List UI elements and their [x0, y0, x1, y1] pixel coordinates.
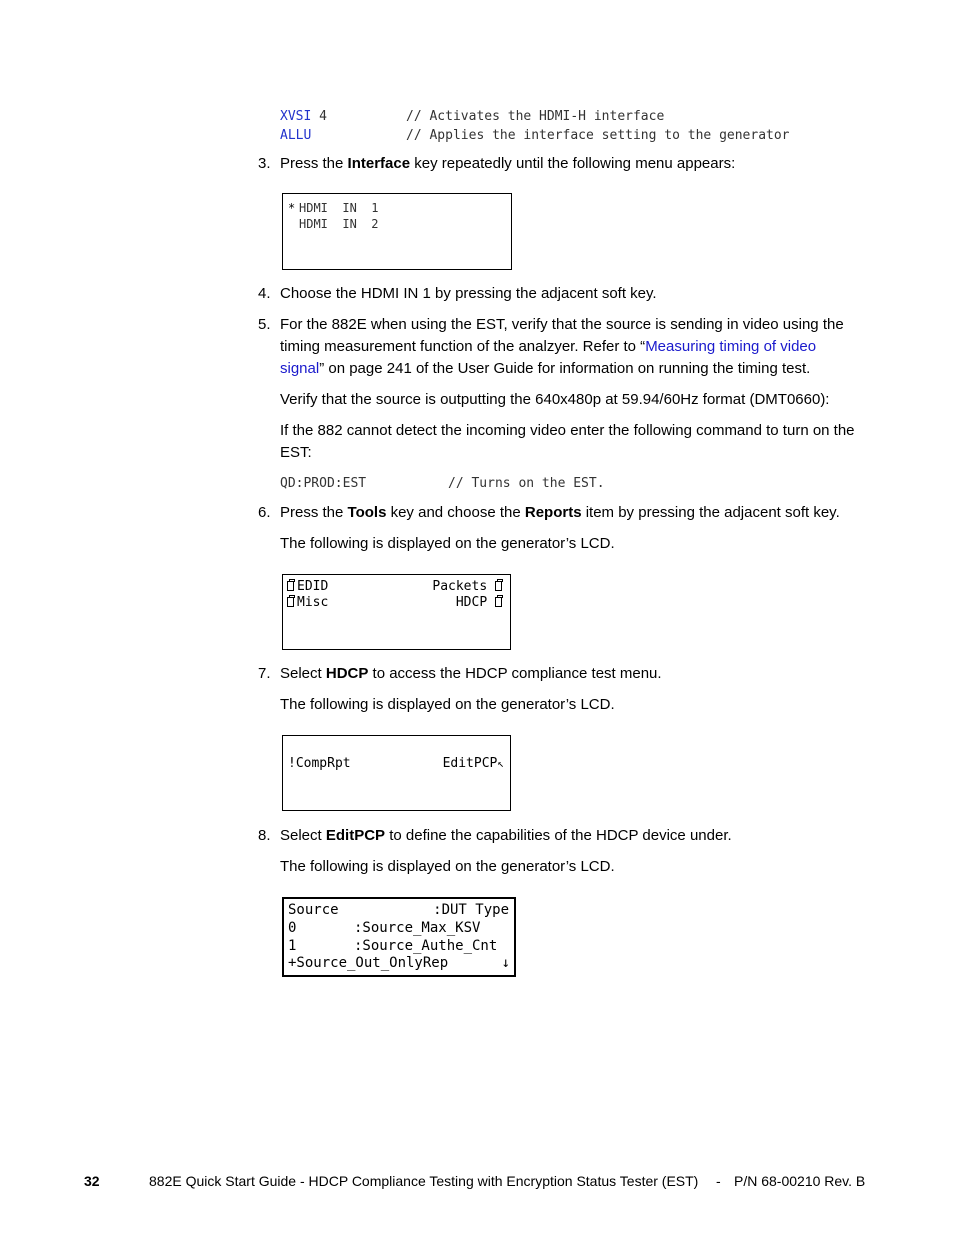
lcd-item-hdmi-in-2: HDMI IN 2: [299, 217, 379, 231]
reports-item: Reports: [524, 504, 582, 521]
lcd-caption: The following is displayed on the generator’s LCD.: [280, 696, 615, 713]
part-number: P/N 68-00210 Rev. B: [734, 1173, 866, 1189]
lcd-item-misc: Misc: [297, 595, 329, 610]
hdcp-key: HDCP: [325, 665, 369, 682]
command-allu: ALLU: [280, 128, 312, 143]
page-number: 32: [84, 1173, 100, 1189]
code-comment-est: // Turns on the EST.: [448, 476, 605, 491]
lcd-reports-menu: [282, 574, 511, 650]
if-paragraph: If the 882 cannot detect the incoming video enter the following command to turn on the EST:: [280, 422, 855, 461]
step-5: 5. For the 882E when using the EST, verify that the source is sending in video using the timing measurement function of the analzyer. Refer to “Measuring timing of video signal” on page 241 of the User Guide for information on running the timing test.: [258, 316, 844, 377]
lcd-item-editpcp: EditPCP: [442, 756, 498, 771]
selection-marker: *: [288, 201, 296, 215]
step-7: 7. Select HDCP to access the HDCP compliance test menu.: [258, 665, 662, 682]
footer-title: 882E Quick Start Guide - HDCP Compliance Testing with Encryption Status Tester (EST): [149, 1173, 699, 1189]
lcd-hdcp-menu: [282, 735, 511, 811]
command-arg: 4: [319, 109, 327, 124]
code-line-xvsi: [280, 109, 327, 124]
document-icon: [287, 597, 294, 607]
lcd-value-0: 0: [288, 920, 297, 936]
command-qd-prod-est: QD:PROD:EST: [280, 476, 367, 491]
lcd-source-label: Source: [288, 902, 339, 918]
code-comment-xvsi: // Activates the HDMI-H interface: [406, 109, 665, 124]
step-8: 8. Select EditPCP to define the capabilities of the HDCP device under.: [258, 827, 732, 844]
code-comment-allu: // Applies the interface setting to the generator: [406, 128, 790, 143]
step-6: 6. Press the Tools key and choose the Reports item by pressing the adjacent soft key.: [258, 504, 840, 521]
lcd-item-edid: EDID: [297, 579, 329, 594]
lcd-dut-type: :DUT Type: [433, 902, 509, 918]
lcd-item-comprpt: !CompRpt: [288, 756, 351, 771]
lcd-value-1: 1: [288, 938, 297, 954]
lcd-editpcp-menu: [282, 897, 516, 977]
lcd-source-max-ksv: :Source_Max_KSV: [354, 920, 481, 936]
verify-paragraph: Verify that the source is outputting the 640x480p at 59.94/60Hz format (DMT0660):: [280, 391, 830, 408]
command-xvsi: XVSI: [280, 109, 312, 124]
measuring-timing-link-cont[interactable]: signal: [280, 360, 320, 377]
document-icon: [495, 597, 502, 607]
step-4: 4. Choose the HDMI IN 1 by pressing the adjacent soft key.: [258, 285, 657, 302]
arrow-up-left-icon: ↖: [497, 757, 504, 770]
footer-separator: -: [716, 1173, 721, 1189]
lcd-caption: The following is displayed on the generator’s LCD.: [280, 858, 615, 875]
step-3: 3. Press the Interface key repeatedly until the following menu appears:: [258, 153, 868, 175]
lcd-caption: The following is displayed on the generator’s LCD.: [280, 535, 615, 552]
measuring-timing-link[interactable]: Measuring timing of video: [645, 338, 817, 355]
lcd-item-packets: Packets: [432, 579, 488, 594]
editpcp-key: EditPCP: [325, 827, 386, 844]
interface-key: Interface: [347, 155, 411, 172]
document-icon: [287, 581, 294, 591]
document-icon: [495, 581, 502, 591]
tools-key: Tools: [347, 504, 387, 521]
step-number: 3.: [258, 155, 271, 172]
lcd-source-authe-cnt: :Source_Authe_Cnt: [354, 938, 498, 954]
lcd-hdmi-menu: [282, 193, 512, 270]
arrow-down-icon: ↓: [501, 955, 510, 971]
lcd-source-out-onlyrep: +Source_Out_OnlyRep: [288, 955, 449, 971]
lcd-item-hdcp: HDCP: [455, 595, 488, 610]
lcd-item-hdmi-in-1: HDMI IN 1: [299, 201, 379, 215]
